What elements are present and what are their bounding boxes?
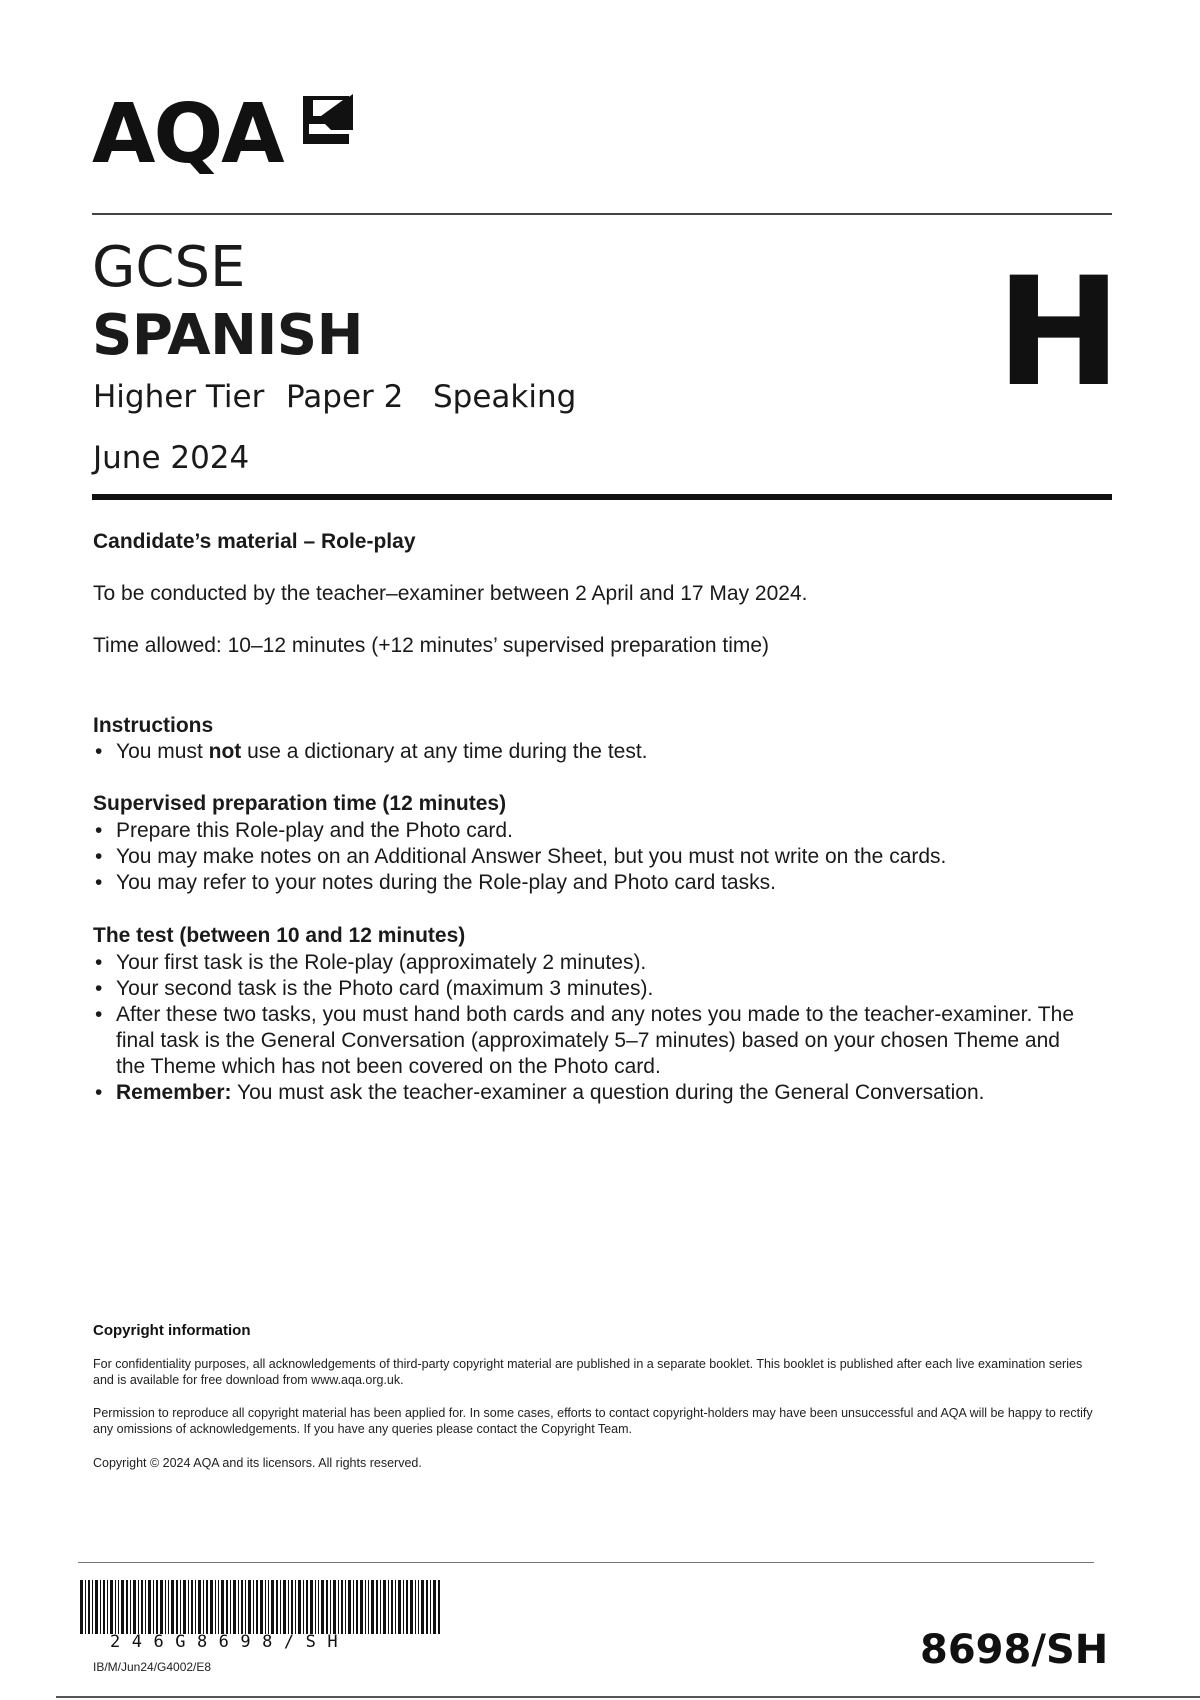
barcode-image: [80, 1580, 440, 1634]
aqa-logo-mark-icon: [299, 90, 357, 148]
instructions-list: [93, 739, 1093, 765]
instructions-heading: Instructions: [93, 714, 214, 737]
paper-label: Paper 2: [286, 379, 404, 415]
list-item: • Your first task is the Role-play (approximately 2 minutes).: [93, 950, 1093, 976]
qualification-title: GCSE: [92, 235, 246, 300]
subject-title: SPANISH: [92, 303, 363, 368]
list-item: • After these two tasks, you must hand both cards and any notes you made to the teacher-examiner. The final task is the General Conversation (approximately 5–7 minutes) based on your chosen Theme and the Theme which has not been covered on the Photo card.: [93, 1002, 1093, 1080]
component-label: Speaking: [433, 379, 577, 415]
conducted-text: To be conducted by the teacher–examiner between 2 April and 17 May 2024.: [93, 582, 808, 605]
barcode-digits: 246G8698/SH: [110, 1632, 350, 1652]
time-allowed-text: Time allowed: 10–12 minutes (+12 minutes’ supervised preparation time): [93, 634, 770, 657]
preparation-heading: Supervised preparation time (12 minutes): [93, 792, 507, 815]
test-heading: The test (between 10 and 12 minutes): [93, 924, 466, 947]
copyright-text: Permission to reproduce all copyright material has been applied for. In some cases, efforts to contact copyright-holders may have been unsuccessful and AQA will be happy to rectify any omissions of acknowledgements. If you have any queries please contact the Copyright Team.: [93, 1406, 1093, 1436]
list-item: • You may make notes on an Additional Answer Sheet, but you must not write on the cards.: [93, 844, 1113, 870]
aqa-logo-text: AQA: [92, 87, 283, 182]
list-item: • Your second task is the Photo card (maximum 3 minutes).: [93, 976, 1093, 1002]
copyright-text: For confidentiality purposes, all acknowledgements of third-party copyright material are published in a separate booklet. This booklet is published after each live examination series and is available for free download from www.aqa.org.uk.: [93, 1357, 1083, 1387]
footer-divider: [78, 1562, 1094, 1563]
preparation-list: [93, 818, 1113, 896]
copyright-text: Copyright © 2024 AQA and its licensors. All rights reserved.: [93, 1456, 422, 1470]
test-list: [93, 950, 1093, 1106]
material-heading: Candidate’s material – Role-play: [93, 530, 416, 553]
title-divider: [92, 494, 1112, 500]
list-item: • Prepare this Role-play and the Photo card.: [93, 818, 1113, 844]
tier-letter: H: [996, 246, 1122, 420]
paper-code: 8698/SH: [920, 1627, 1109, 1673]
list-item: • Remember: You must ask the teacher-examiner a question during the General Conversation.: [93, 1080, 1093, 1106]
bottom-edge-line: [56, 1696, 1200, 1698]
copyright-heading: Copyright information: [93, 1322, 251, 1339]
exam-date: June 2024: [93, 440, 250, 476]
list-item: • You may refer to your notes during the Role-play and Photo card tasks.: [93, 870, 1113, 896]
header-divider: [92, 213, 1112, 215]
list-item: • You must not use a dictionary at any time during the test.: [93, 739, 1093, 765]
tier-label: Higher Tier: [93, 379, 265, 415]
document-reference: IB/M/Jun24/G4002/E8: [93, 1660, 212, 1674]
